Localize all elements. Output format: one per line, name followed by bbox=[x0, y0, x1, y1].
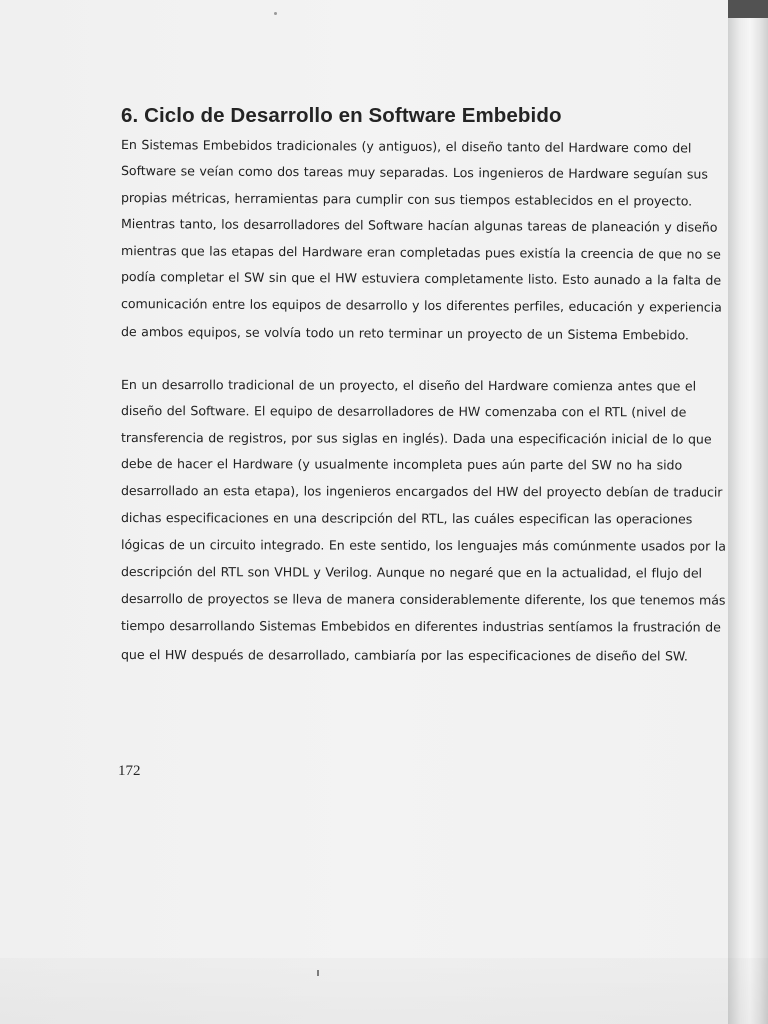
page-edge-shadow bbox=[728, 0, 768, 1024]
section-title: 6. Ciclo de Desarrollo en Software Embebido bbox=[121, 104, 562, 127]
paragraph-line: dichas especificaciones en una descripción del RTL, las cuáles especifican las operaciones bbox=[120, 510, 693, 527]
paragraph-line: tiempo desarrollando Sistemas Embebidos en diferentes industrias sentíamos la frustración de bbox=[120, 618, 721, 635]
page-number: 172 bbox=[118, 763, 141, 779]
scan-dust-mark bbox=[317, 970, 319, 976]
paragraph-line: descripción del RTL son VHDL y Verilog. Aunque no negaré que en la actualidad, el flujo del bbox=[120, 564, 703, 581]
paragraph-line: diseño del Software. El equipo de desarrolladores de HW comenzaba con el RTL (nivel de bbox=[120, 403, 687, 420]
paragraph-line: debe de hacer el Hardware (y usualmente incompleta pues aún parte del SW no ha sido bbox=[120, 456, 683, 473]
paragraph-line: transferencia de registros, por sus siglas en inglés). Dada una especificación inicial de lo que bbox=[120, 430, 712, 447]
paragraph-line: Software se veían como dos tareas muy separadas. Los ingenieros de Hardware seguían sus bbox=[120, 163, 708, 182]
paragraph-line: mientras que las etapas del Hardware eran completadas pues existía la creencia de que no se bbox=[120, 243, 721, 262]
paragraph-line: desarrollado an esta etapa), los ingenieros encargados del HW del proyecto debían de traducir bbox=[120, 483, 723, 500]
scan-dust-mark bbox=[274, 12, 277, 15]
paragraph-line: que el HW después de desarrollado, cambiaría por las especificaciones de diseño del SW. bbox=[120, 647, 688, 664]
paragraph-line: desarrollo de proyectos se lleva de manera considerablemente diferente, los que tenemos más bbox=[120, 591, 726, 608]
paragraph-line: de ambos equipos, se volvía todo un reto terminar un proyecto de un Sistema Embebido. bbox=[120, 324, 689, 343]
paragraph-line: lógicas de un circuito integrado. En este sentido, los lenguajes más comúnmente usados por la bbox=[120, 537, 726, 554]
paragraph-line: podía completar el SW sin que el HW estuviera completamente listo. Esto aunado a la falta de bbox=[120, 269, 722, 288]
scanner-corner-shadow bbox=[728, 0, 768, 18]
paragraph-line: En un desarrollo tradicional de un proyecto, el diseño del Hardware comienza antes que el bbox=[120, 377, 697, 394]
paragraph-line: propias métricas, herramientas para cumplir con sus tiempos establecidos en el proyecto. bbox=[120, 190, 693, 209]
paragraph-line: comunicación entre los equipos de desarrollo y los diferentes perfiles, educación y experiencia bbox=[120, 296, 722, 315]
bottom-scan-shadow bbox=[0, 958, 768, 1024]
paragraph-line: En Sistemas Embebidos tradicionales (y antiguos), el diseño tanto del Hardware como del bbox=[120, 137, 692, 156]
paragraph-line: Mientras tanto, los desarrolladores del Software hacían algunas tareas de planeación y diseño bbox=[120, 216, 718, 235]
